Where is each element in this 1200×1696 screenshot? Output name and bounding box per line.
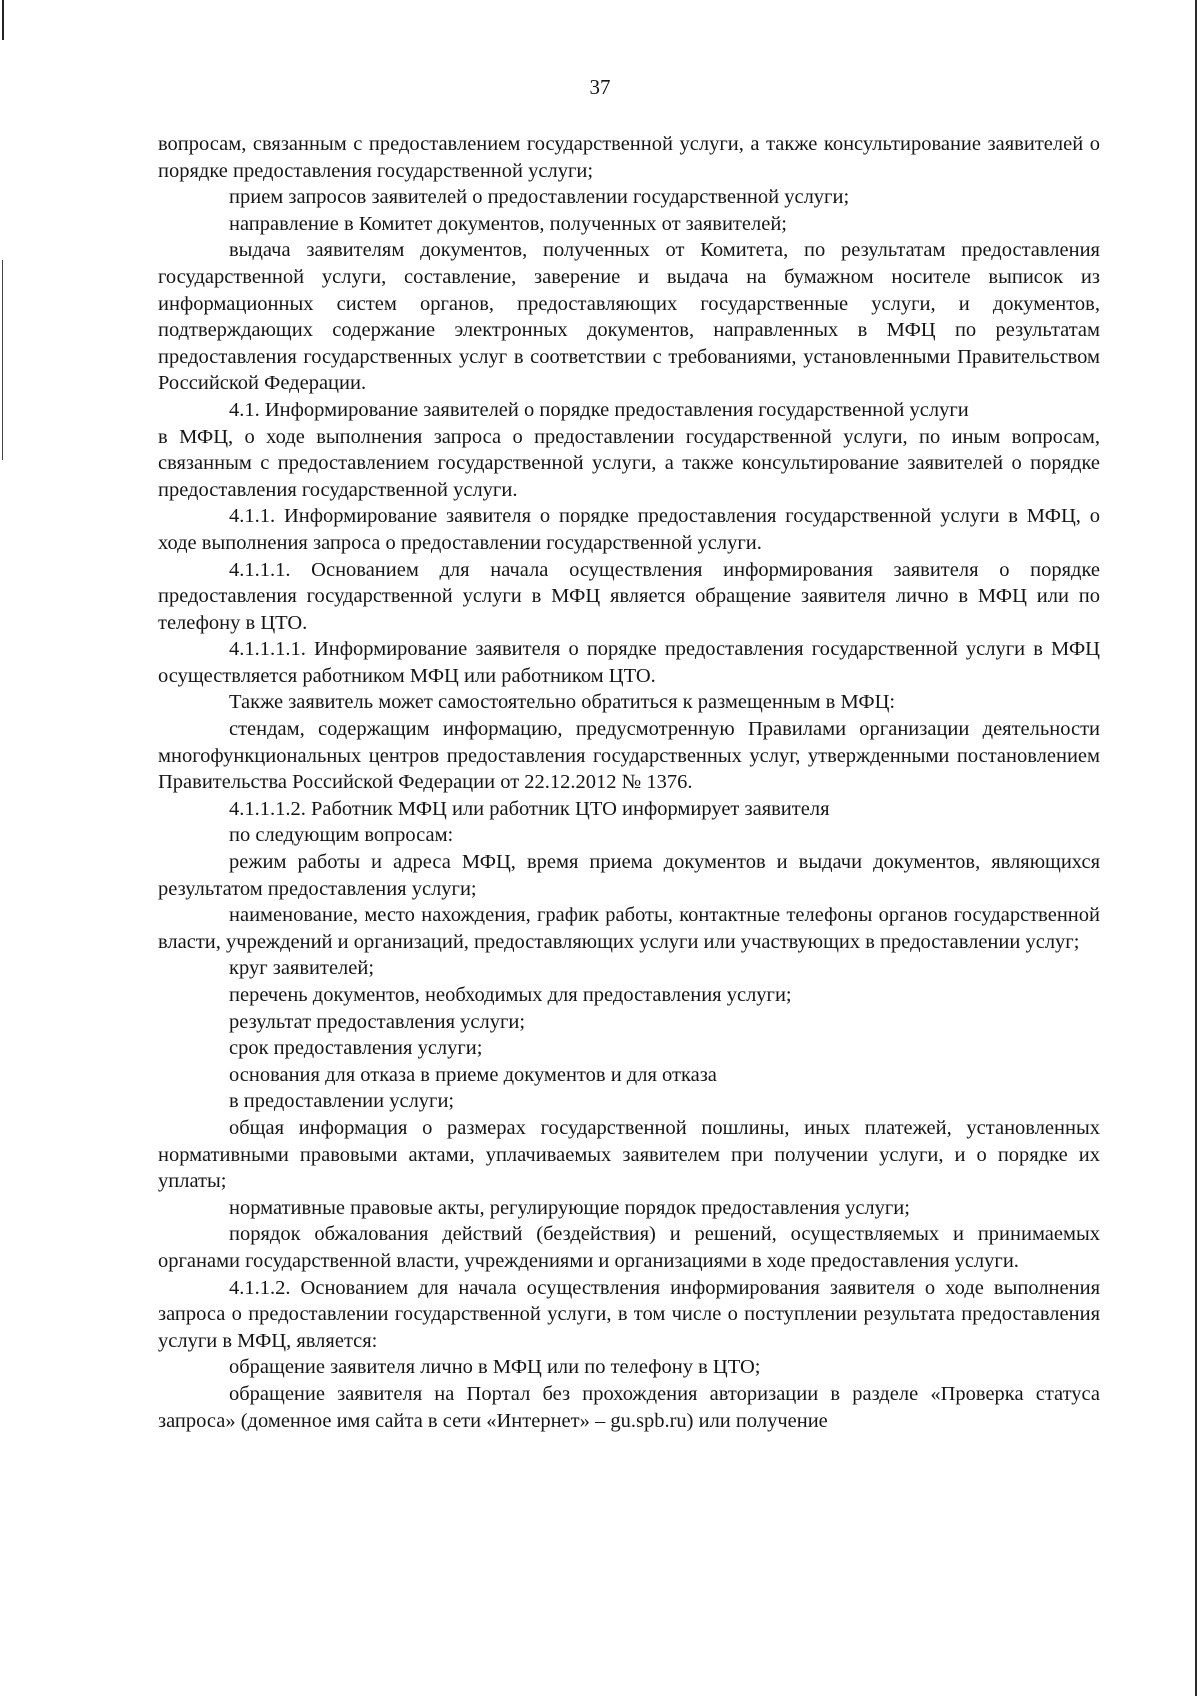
paragraph: стендам, содержащим информацию, предусмотренную Правилами организации деятельности многофункциональных центров предоставления государственных услуг, утвержденными постановлением Правительства Российской Федерации от 22.12.2012 № 1376. bbox=[158, 718, 1100, 794]
list-item: нормативные правовые акты, регулирующие порядок предоставления услуги; bbox=[229, 1196, 910, 1219]
paragraph: выдача заявителям документов, полученных от Комитета, по результатам предоставления государственной услуги, составление, заверение и выдача на бумажном носителе выписок из информационных систем органов, предоставляющих государственные услуги, и документов, подтверждающих содержание электронных документов, направленных в МФЦ по результатам предоставления государственных услуг в соответствии с требованиями, установленными Правительством Российской Федерации. bbox=[158, 239, 1100, 395]
list-item: круг заявителей; bbox=[229, 957, 375, 980]
scan-edge-mark bbox=[2, 0, 4, 40]
list-item: в предоставлении услуги; bbox=[229, 1090, 455, 1113]
list-item: режим работы и адреса МФЦ, время приема документов и выдачи документов, являющихся результатом предоставления услуги; bbox=[158, 851, 1100, 900]
scan-edge-mark bbox=[2, 260, 3, 460]
paragraph: по следующим вопросам: bbox=[229, 824, 454, 847]
list-item: перечень документов, необходимых для предоставления услуги; bbox=[229, 984, 792, 1006]
paragraph: 4.1.1.2. Основанием для начала осуществления информирования заявителя о ходе выполнения запроса о предоставлении государственной услуги, в том числе о поступлении результата предоставления услуги в МФЦ, является: bbox=[158, 1276, 1100, 1352]
paragraph: в МФЦ, о ходе выполнения запроса о предоставлении государственной услуги, по иным вопросам, связанным с предоставлением государственной услуги, а также консультирование заявителей о порядке предоставления государственной услуги. bbox=[158, 425, 1100, 501]
document-body bbox=[158, 131, 1100, 1434]
list-item: порядок обжалования действий (бездействия) и решений, осуществляемых и принимаемых органами государственной власти, учреждениями и организациями в ходе предоставления услуги. bbox=[158, 1223, 1100, 1272]
list-item: общая информация о размерах государственной пошлины, иных платежей, установленных нормативными правовыми актами, уплачиваемых заявителем при получении услуги, и о порядке их уплаты; bbox=[158, 1116, 1100, 1193]
list-item: срок предоставления услуги; bbox=[229, 1037, 483, 1060]
paragraph: прием запросов заявителей о предоставлении государственной услуги; bbox=[229, 186, 850, 209]
list-item: обращение заявителя на Портал без прохождения авторизации в разделе «Проверка статуса запроса» (доменное имя сайта в сети «Интернет» – gu.spb.ru) или получение bbox=[158, 1382, 1100, 1432]
list-item: результат предоставления услуги; bbox=[229, 1010, 526, 1033]
page-number: 37 bbox=[589, 75, 611, 99]
list-item: обращение заявителя лично в МФЦ или по телефону в ЦТО; bbox=[229, 1356, 761, 1379]
paragraph: 4.1.1.1.2. Работник МФЦ или работник ЦТО информирует заявителя bbox=[229, 797, 830, 820]
paragraph: направление в Комитет документов, полученных от заявителей; bbox=[229, 212, 787, 235]
section-heading: 4.1. Информирование заявителей о порядке предоставления государственной услуги bbox=[229, 398, 969, 421]
list-item: наименование, место нахождения, график работы, контактные телефоны органов государственной власти, учреждений и организаций, предоставляющих услуги или участвующих в предоставлении услуг; bbox=[158, 904, 1100, 953]
section-heading: 4.1.1. Информирование заявителя о порядке предоставления государственной услуги в МФЦ, о ходе выполнения запроса о предоставлении государственной услуги. bbox=[158, 505, 1100, 554]
paragraph: 4.1.1.1. Основанием для начала осуществления информирования заявителя о порядке предоставления государственной услуги в МФЦ является обращение заявителя лично в МФЦ или по телефону в ЦТО. bbox=[158, 558, 1100, 634]
paragraph: 4.1.1.1.1. Информирование заявителя о порядке предоставления государственной услуги в МФЦ осуществляется работником МФЦ или работником ЦТО. bbox=[158, 638, 1100, 687]
scan-edge-mark bbox=[1195, 0, 1197, 1696]
paragraph: вопросам, связанным с предоставлением государственной услуги, а также консультирование заявителей о порядке предоставления государственной услуги; bbox=[158, 133, 1100, 182]
paragraph: Также заявитель может самостоятельно обратиться к размещенным в МФЦ: bbox=[229, 691, 896, 714]
list-item: основания для отказа в приеме документов и для отказа bbox=[229, 1063, 717, 1086]
